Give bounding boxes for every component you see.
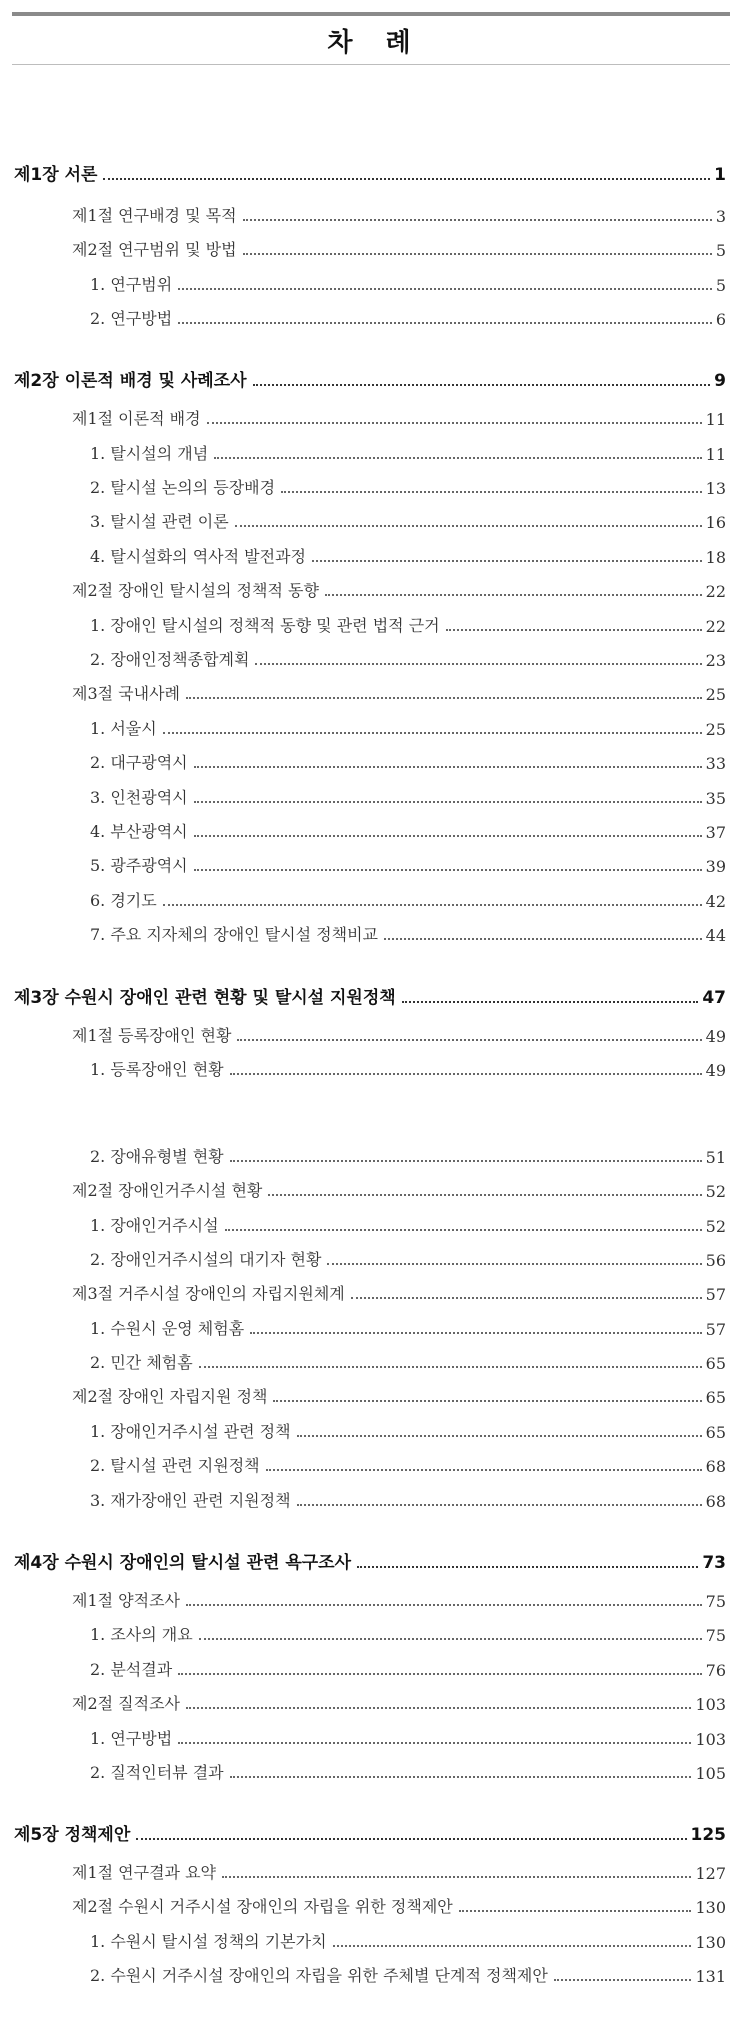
dot-leader <box>281 491 702 493</box>
toc-subsection[interactable] <box>90 1316 726 1339</box>
toc-entry-title: 2. 연구방법 <box>90 309 173 328</box>
toc-subsection[interactable] <box>90 1963 726 1986</box>
toc-page-number: 76 <box>705 1661 726 1680</box>
toc-subsection[interactable] <box>90 509 726 532</box>
toc-entry-title: 제2절 연구범위 및 방법 <box>72 240 237 259</box>
toc-subsection[interactable] <box>90 613 726 636</box>
toc-entry-title: 1. 장애인 탈시설의 정책적 동향 및 관련 법적 근거 <box>90 616 440 635</box>
dot-leader <box>312 560 702 562</box>
toc-page-number: 39 <box>705 857 726 876</box>
dot-leader <box>253 384 711 386</box>
toc-entry-title: 1. 연구범위 <box>90 275 173 294</box>
toc-entry-title: 1. 수원시 탈시설 정책의 기본가치 <box>90 1932 327 1951</box>
toc-subsection[interactable] <box>90 1760 726 1783</box>
toc-entry-title: 1. 연구방법 <box>90 1729 173 1748</box>
toc-subsection[interactable] <box>90 819 726 842</box>
toc-section[interactable] <box>72 1588 726 1611</box>
toc-subsection[interactable] <box>90 1057 726 1080</box>
toc-section[interactable] <box>72 1384 726 1407</box>
dot-leader <box>266 1469 702 1471</box>
toc-entry-title: 제4장 수원시 장애인의 탈시설 관련 욕구조사 <box>14 1553 352 1573</box>
toc-subsection[interactable] <box>90 441 726 464</box>
toc-entry-title: 6. 경기도 <box>90 891 157 910</box>
toc-page-number: 22 <box>705 582 726 601</box>
toc-page-number: 103 <box>695 1695 726 1714</box>
dot-leader <box>384 938 702 940</box>
toc-entry-title: 1. 장애인거주시설 <box>90 1216 219 1235</box>
toc-chapter[interactable] <box>14 366 726 391</box>
toc-entry-title: 1. 장애인거주시설 관련 정책 <box>90 1422 291 1441</box>
dot-leader <box>357 1566 698 1568</box>
toc-page-number: 44 <box>705 926 726 945</box>
dot-leader <box>351 1297 702 1299</box>
toc-page-number: 11 <box>705 445 726 464</box>
dot-leader <box>230 1073 702 1075</box>
toc-section[interactable] <box>72 406 726 429</box>
toc-entry-title: 2. 장애인정책종합계획 <box>90 650 250 669</box>
toc-section[interactable] <box>72 1691 726 1714</box>
toc-page-number: 37 <box>705 823 726 842</box>
toc-subsection[interactable] <box>90 306 726 329</box>
toc-subsection[interactable] <box>90 716 726 739</box>
toc-entry-title: 7. 주요 지자체의 장애인 탈시설 정책비교 <box>90 925 378 944</box>
toc-page-number: 105 <box>695 1764 726 1783</box>
toc-page-number: 25 <box>705 720 726 739</box>
toc-page-number: 11 <box>705 410 726 429</box>
toc-entry-title: 제1절 양적조사 <box>72 1591 181 1610</box>
toc-page-number: 5 <box>715 241 726 260</box>
dot-leader <box>186 697 702 699</box>
toc-section[interactable] <box>72 1023 726 1046</box>
top-rule <box>12 12 730 16</box>
toc-entry-title: 2. 분석결과 <box>90 1660 173 1679</box>
toc-entry-title: 제2장 이론적 배경 및 사례조사 <box>14 371 247 391</box>
toc-chapter[interactable] <box>14 1820 726 1845</box>
toc-page-number: 125 <box>690 1825 726 1845</box>
toc-page-number: 52 <box>705 1182 726 1201</box>
toc-entry-title: 1. 탈시설의 개념 <box>90 444 209 463</box>
dot-leader <box>333 1945 692 1947</box>
toc-page-number: 49 <box>705 1061 726 1080</box>
dot-leader <box>194 766 702 768</box>
dot-leader <box>186 1707 691 1709</box>
toc-subsection[interactable] <box>90 1726 726 1749</box>
toc-page-number: 65 <box>705 1423 726 1442</box>
toc-page-number: 1 <box>714 165 726 185</box>
toc-entry-title: 2. 탈시설 관련 지원정책 <box>90 1456 260 1475</box>
toc-page-number: 130 <box>695 1898 726 1917</box>
toc-section[interactable] <box>72 1894 726 1917</box>
toc-page-number: 131 <box>695 1967 726 1986</box>
dot-leader <box>554 1979 692 1981</box>
toc-entry-title: 제1장 서론 <box>14 165 98 185</box>
toc-entry-title: 1. 서울시 <box>90 719 157 738</box>
toc-page-number: 25 <box>705 685 726 704</box>
dot-leader <box>243 253 712 255</box>
toc-subsection[interactable] <box>90 785 726 808</box>
toc-entry-title: 제1절 연구배경 및 목적 <box>72 206 237 225</box>
title-underline <box>12 64 730 65</box>
toc-page-number: 33 <box>705 754 726 773</box>
dot-leader <box>327 1263 701 1265</box>
toc-entry-title: 제3절 국내사례 <box>72 684 181 703</box>
toc-subsection[interactable] <box>90 1144 726 1167</box>
dot-leader <box>194 801 702 803</box>
toc-entry-title: 제2절 장애인 탈시설의 정책적 동향 <box>72 581 319 600</box>
dot-leader <box>186 1604 702 1606</box>
toc-subsection[interactable] <box>90 750 726 773</box>
toc-subsection[interactable] <box>90 1488 726 1511</box>
dot-leader <box>255 663 701 665</box>
toc-entry-title: 제5장 정책제안 <box>14 1825 131 1845</box>
toc-page-number: 6 <box>715 310 726 329</box>
dot-leader <box>136 1838 686 1840</box>
toc-page-number: 49 <box>705 1027 726 1046</box>
dot-leader <box>178 322 712 324</box>
toc-entry-title: 2. 민간 체험홈 <box>90 1353 193 1372</box>
toc-page-number: 23 <box>705 651 726 670</box>
toc-entry-title: 3. 탈시설 관련 이론 <box>90 512 229 531</box>
dot-leader <box>250 1332 701 1334</box>
toc-subsection[interactable] <box>90 475 726 498</box>
toc-subsection[interactable] <box>90 922 726 945</box>
dot-leader <box>178 1742 691 1744</box>
toc-entry-title: 제1절 이론적 배경 <box>72 409 201 428</box>
toc-subsection[interactable] <box>90 1247 726 1270</box>
dot-leader <box>230 1160 702 1162</box>
toc-page-number: 35 <box>705 789 726 808</box>
toc-section[interactable] <box>72 203 726 226</box>
dot-leader <box>297 1435 702 1437</box>
toc-subsection[interactable] <box>90 1929 726 1952</box>
dot-leader <box>243 219 712 221</box>
dot-leader <box>178 1673 701 1675</box>
toc-entry-title: 3. 인천광역시 <box>90 788 188 807</box>
toc-subsection[interactable] <box>90 1350 726 1373</box>
toc-subsection[interactable] <box>90 853 726 876</box>
toc-page-number: 22 <box>705 617 726 636</box>
toc-chapter[interactable] <box>14 160 726 185</box>
dot-leader <box>103 178 710 180</box>
toc-entry-title: 2. 대구광역시 <box>90 753 188 772</box>
dot-leader <box>207 422 702 424</box>
toc-page-number: 65 <box>705 1354 726 1373</box>
toc-entry-title: 1. 등록장애인 현황 <box>90 1060 224 1079</box>
toc-section[interactable] <box>72 1178 726 1201</box>
dot-leader <box>199 1366 702 1368</box>
toc-page-number: 47 <box>702 988 726 1008</box>
toc-subsection[interactable] <box>90 888 726 911</box>
toc-section[interactable] <box>72 1281 726 1304</box>
toc-subsection[interactable] <box>90 1419 726 1442</box>
toc-chapter[interactable] <box>14 1548 726 1573</box>
toc-page-number: 5 <box>715 276 726 295</box>
toc-page-number: 13 <box>705 479 726 498</box>
toc-entry-title: 제1절 등록장애인 현황 <box>72 1026 232 1045</box>
toc-entry-title: 4. 부산광역시 <box>90 822 188 841</box>
dot-leader <box>325 594 702 596</box>
toc-page-number: 68 <box>705 1457 726 1476</box>
toc-chapter[interactable] <box>14 983 726 1008</box>
toc-page-number: 18 <box>705 548 726 567</box>
toc-page-number: 56 <box>705 1251 726 1270</box>
toc-entry-title: 2. 수원시 거주시설 장애인의 자립을 위한 주체별 단계적 정책제안 <box>90 1966 548 1985</box>
dot-leader <box>297 1504 702 1506</box>
toc-entry-title: 제2절 수원시 거주시설 장애인의 자립을 위한 정책제안 <box>72 1897 453 1916</box>
toc-entry-title: 제2절 장애인거주시설 현황 <box>72 1181 263 1200</box>
toc-page-number: 16 <box>705 513 726 532</box>
page-title: 차 례 <box>327 28 423 58</box>
dot-leader <box>273 1400 701 1402</box>
toc-entry-title: 2. 질적인터뷰 결과 <box>90 1763 224 1782</box>
toc-entry-title: 제2절 질적조사 <box>72 1694 181 1713</box>
toc-subsection[interactable] <box>90 1453 726 1476</box>
toc-subsection[interactable] <box>90 1213 726 1236</box>
toc-subsection[interactable] <box>90 647 726 670</box>
toc-section[interactable] <box>72 237 726 260</box>
toc-page-number: 9 <box>714 371 726 391</box>
toc-subsection[interactable] <box>90 1622 726 1645</box>
toc-entry-title: 1. 조사의 개요 <box>90 1625 193 1644</box>
toc-page-number: 3 <box>715 207 726 226</box>
dot-leader <box>199 1638 702 1640</box>
toc-section[interactable] <box>72 1860 726 1883</box>
toc-section[interactable] <box>72 578 726 601</box>
toc-page-number: 57 <box>705 1285 726 1304</box>
toc-entry-title: 제2절 장애인 자립지원 정책 <box>72 1387 268 1406</box>
dot-leader <box>222 1876 691 1878</box>
toc-entry-title: 5. 광주광역시 <box>90 856 188 875</box>
toc-entry-title: 1. 수원시 운영 체험홈 <box>90 1319 245 1338</box>
toc-entry-title: 2. 장애유형별 현황 <box>90 1147 224 1166</box>
toc-page-number: 51 <box>705 1148 726 1167</box>
dot-leader <box>163 732 702 734</box>
toc-entry-title: 2. 탈시설 논의의 등장배경 <box>90 478 276 497</box>
toc-entry-title: 3. 재가장애인 관련 지원정책 <box>90 1491 291 1510</box>
toc-page-number: 103 <box>695 1730 726 1749</box>
toc-page-number: 42 <box>705 892 726 911</box>
dot-leader <box>230 1776 692 1778</box>
dot-leader <box>163 904 702 906</box>
dot-leader <box>402 1001 699 1003</box>
dot-leader <box>459 1910 692 1912</box>
toc-page-number: 52 <box>705 1217 726 1236</box>
toc-page-number: 75 <box>705 1592 726 1611</box>
toc-entry-title: 4. 탈시설화의 역사적 발전과정 <box>90 547 306 566</box>
toc-section[interactable] <box>72 681 726 704</box>
dot-leader <box>194 869 702 871</box>
toc-page-number: 68 <box>705 1492 726 1511</box>
toc-page-number: 130 <box>695 1933 726 1952</box>
dot-leader <box>194 835 702 837</box>
toc-page-number: 65 <box>705 1388 726 1407</box>
toc-subsection[interactable] <box>90 272 726 295</box>
toc-page-number: 73 <box>702 1553 726 1573</box>
toc-subsection[interactable] <box>90 544 726 567</box>
dot-leader <box>225 1229 702 1231</box>
dot-leader <box>446 629 702 631</box>
toc-page-number: 75 <box>705 1626 726 1645</box>
toc-page-number: 57 <box>705 1320 726 1339</box>
dot-leader <box>268 1194 701 1196</box>
toc-entry-title: 제1절 연구결과 요약 <box>72 1863 216 1882</box>
toc-page-number: 127 <box>695 1864 726 1883</box>
toc-entry-title: 2. 장애인거주시설의 대기자 현황 <box>90 1250 322 1269</box>
toc-entry-title: 제3절 거주시설 장애인의 자립지원체계 <box>72 1284 345 1303</box>
dot-leader <box>178 288 712 290</box>
toc-entry-title: 제3장 수원시 장애인 관련 현황 및 탈시설 지원정책 <box>14 988 396 1008</box>
toc-subsection[interactable] <box>90 1657 726 1680</box>
dot-leader <box>237 1039 701 1041</box>
dot-leader <box>214 457 701 459</box>
dot-leader <box>235 525 702 527</box>
